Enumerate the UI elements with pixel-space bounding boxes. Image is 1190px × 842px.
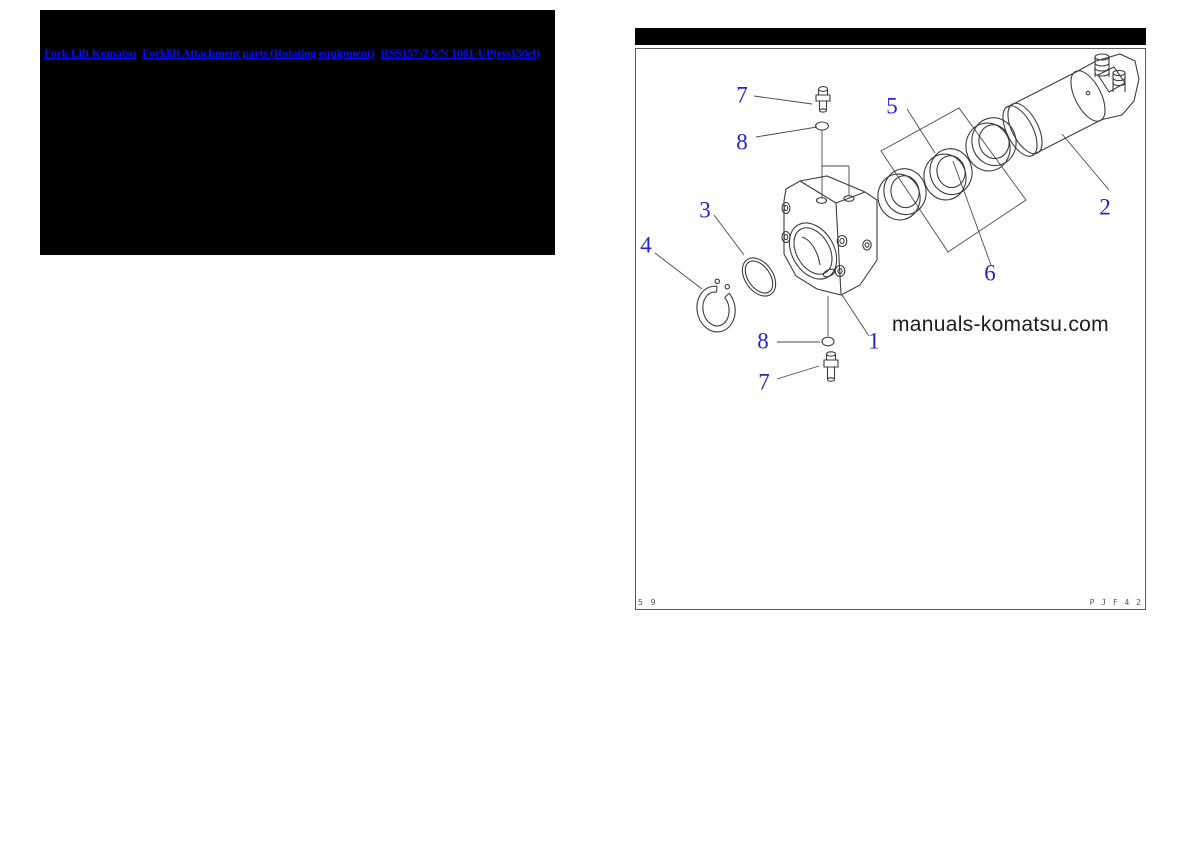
breadcrumb-link-model-serial[interactable]: RSS157-2 S/N 1001-UP(rss150el) bbox=[380, 46, 540, 60]
callout-8-top: 8 bbox=[736, 129, 748, 155]
part-piston bbox=[996, 54, 1139, 161]
part-oring bbox=[735, 252, 782, 302]
part-snap-ring bbox=[692, 277, 738, 335]
callout-7-bottom: 7 bbox=[758, 369, 770, 395]
figure-code-left: 5 9 bbox=[638, 598, 657, 607]
figure-code-right: P J F 4 2 bbox=[1089, 598, 1142, 607]
part-grease-fitting-bottom bbox=[824, 352, 838, 381]
breadcrumb bbox=[44, 46, 545, 61]
header-black-panel bbox=[40, 10, 555, 255]
part-seal-ring-1 bbox=[873, 165, 931, 224]
callout-7-top: 7 bbox=[736, 82, 748, 108]
watermark-text: manuals-komatsu.com bbox=[892, 313, 1109, 336]
part-steel-ball-bottom bbox=[822, 296, 834, 346]
callout-2: 2 bbox=[1099, 194, 1111, 220]
breadcrumb-link-attachment-parts[interactable]: Forklift Attachment parts (Rotating equipment) bbox=[142, 46, 375, 60]
parts-diagram-panel bbox=[635, 28, 1146, 610]
part-grease-fitting-top bbox=[816, 87, 830, 113]
passage-reference-lines bbox=[822, 130, 849, 198]
callout-3: 3 bbox=[699, 197, 711, 223]
callout-1: 1 bbox=[868, 328, 880, 354]
part-valve-body bbox=[780, 176, 877, 295]
diagram-titlebar bbox=[635, 28, 1146, 45]
breadcrumb-link-forklift-komatsu[interactable]: Fork Lift Komatsu bbox=[44, 46, 137, 60]
callout-8-bottom: 8 bbox=[757, 328, 769, 354]
callout-4: 4 bbox=[640, 232, 652, 258]
diagram-figure bbox=[635, 48, 1146, 610]
part-seal-ring-2 bbox=[919, 145, 977, 204]
callout-5: 5 bbox=[886, 93, 898, 119]
part-steel-ball-top bbox=[816, 122, 829, 130]
callout-6: 6 bbox=[984, 260, 996, 286]
